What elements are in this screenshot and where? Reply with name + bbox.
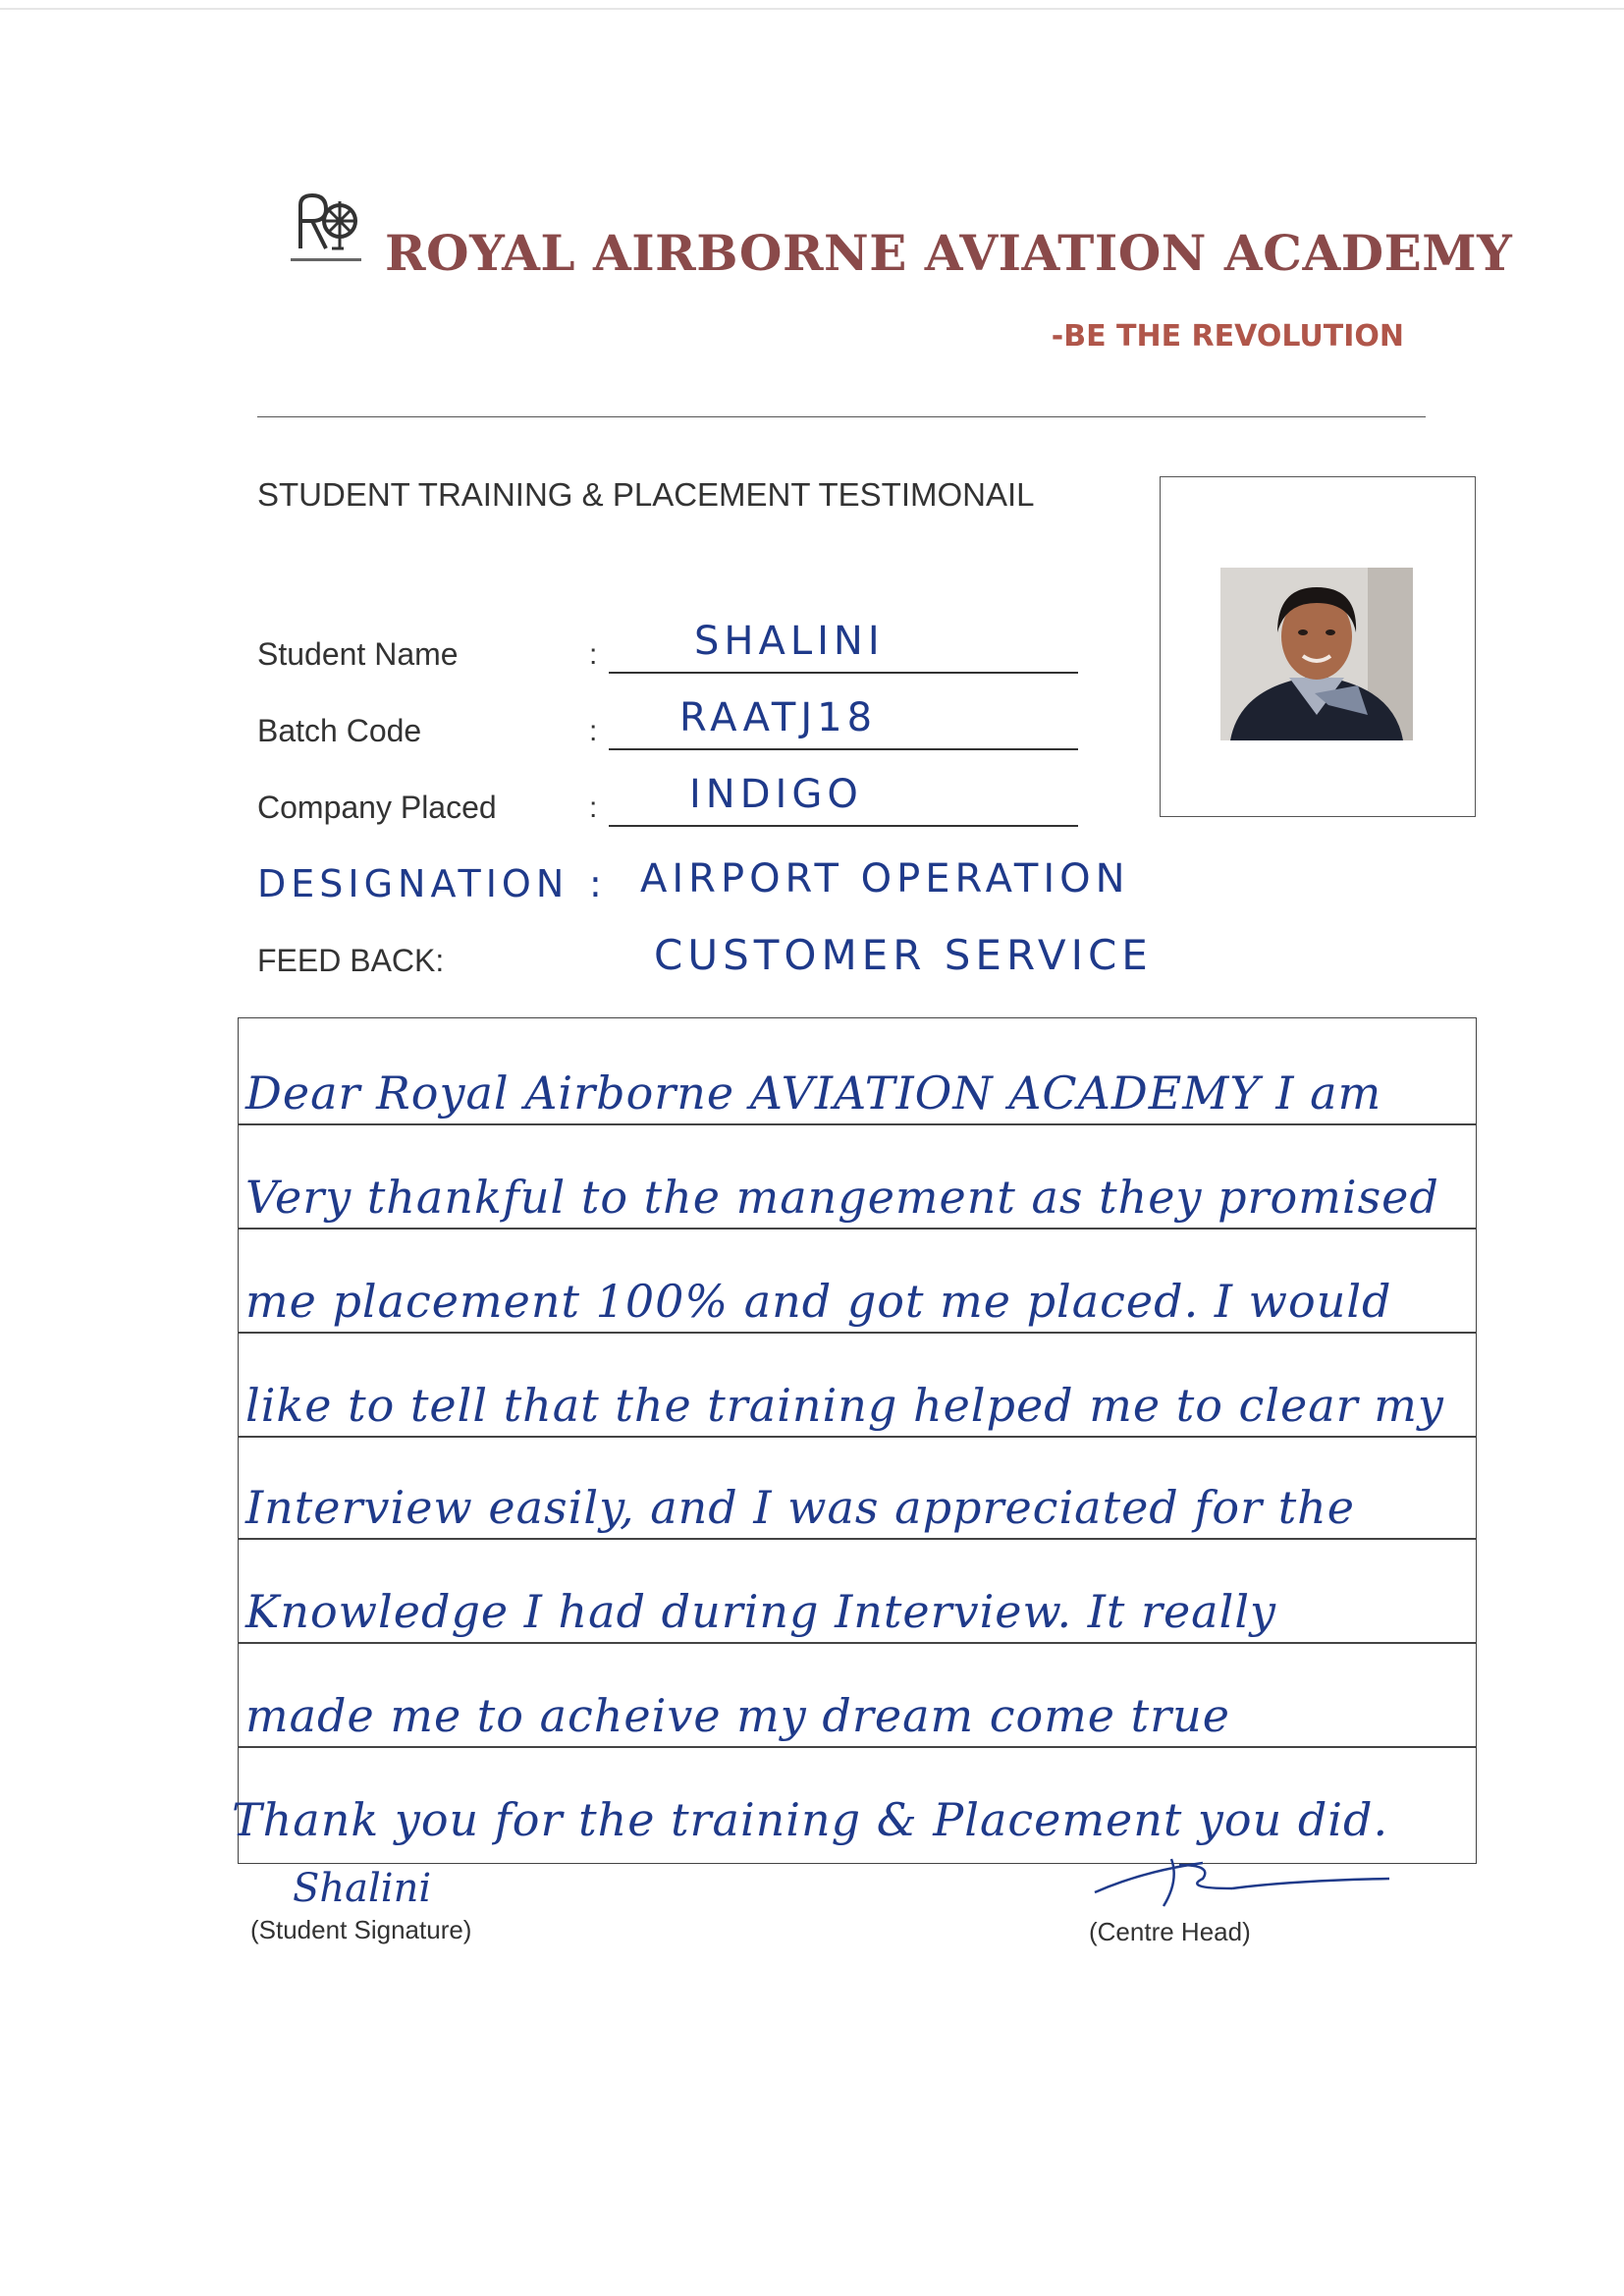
company-placed-label: Company Placed bbox=[257, 790, 497, 825]
ruled-line bbox=[238, 1123, 1477, 1125]
letter-line: Thank you for the training & Placement you did. bbox=[232, 1793, 1389, 1846]
feedback-label: FEED BACK: bbox=[257, 943, 445, 978]
company-placed-value: INDIGO bbox=[689, 772, 863, 817]
student-photo bbox=[1220, 568, 1413, 740]
student-name-value: SHALINI bbox=[694, 619, 885, 664]
letter-line: made me to acheive my dream come true bbox=[245, 1689, 1230, 1742]
royal-airborne-logo-icon bbox=[287, 190, 365, 268]
header-divider bbox=[257, 416, 1426, 417]
ruled-line bbox=[238, 1228, 1477, 1230]
letter-line: Very thankful to the mangement as they promised bbox=[245, 1171, 1439, 1224]
student-signature: Shalini bbox=[293, 1866, 432, 1911]
batch-code-label: Batch Code bbox=[257, 713, 422, 748]
ruled-line bbox=[238, 1746, 1477, 1748]
field-underline bbox=[609, 672, 1078, 674]
academy-name: ROYAL AIRBORNE AVIATION ACADEMY bbox=[385, 224, 1513, 282]
student-name-label: Student Name bbox=[257, 636, 459, 672]
batch-code-value: RAATJ18 bbox=[679, 695, 878, 740]
feedback-value: CUSTOMER SERVICE bbox=[654, 931, 1153, 979]
letter-line: Interview easily, and I was appreciated for the bbox=[245, 1481, 1356, 1534]
ruled-line bbox=[238, 1642, 1477, 1644]
field-underline bbox=[609, 748, 1078, 750]
field-underline bbox=[609, 825, 1078, 827]
tagline: -BE THE REVOLUTION bbox=[1051, 319, 1404, 354]
designation-separator: : bbox=[589, 862, 607, 905]
ruled-line bbox=[238, 1538, 1477, 1540]
ruled-line bbox=[238, 1436, 1477, 1438]
field-colon: : bbox=[589, 792, 598, 824]
field-colon: : bbox=[589, 715, 598, 747]
student-signature-label: (Student Signature) bbox=[250, 1915, 472, 1944]
scan-edge bbox=[0, 8, 1624, 10]
ruled-line bbox=[238, 1332, 1477, 1334]
centre-head-signature bbox=[1085, 1851, 1399, 1910]
designation-value: AIRPORT OPERATION bbox=[640, 856, 1130, 902]
letter-line: Dear Royal Airborne AVIATION ACADEMY I am bbox=[245, 1066, 1382, 1120]
centre-head-label: (Centre Head) bbox=[1089, 1917, 1251, 1946]
form-title: STUDENT TRAINING & PLACEMENT TESTIMONAIL bbox=[257, 476, 1035, 513]
letter-line: me placement 100% and got me placed. I would bbox=[245, 1275, 1392, 1328]
letter-line: Knowledge I had during Interview. It really bbox=[245, 1585, 1277, 1638]
letter-line: like to tell that the training helped me to clear my bbox=[245, 1379, 1444, 1432]
designation-label: DESIGNATION bbox=[257, 862, 569, 905]
field-colon: : bbox=[589, 638, 598, 671]
